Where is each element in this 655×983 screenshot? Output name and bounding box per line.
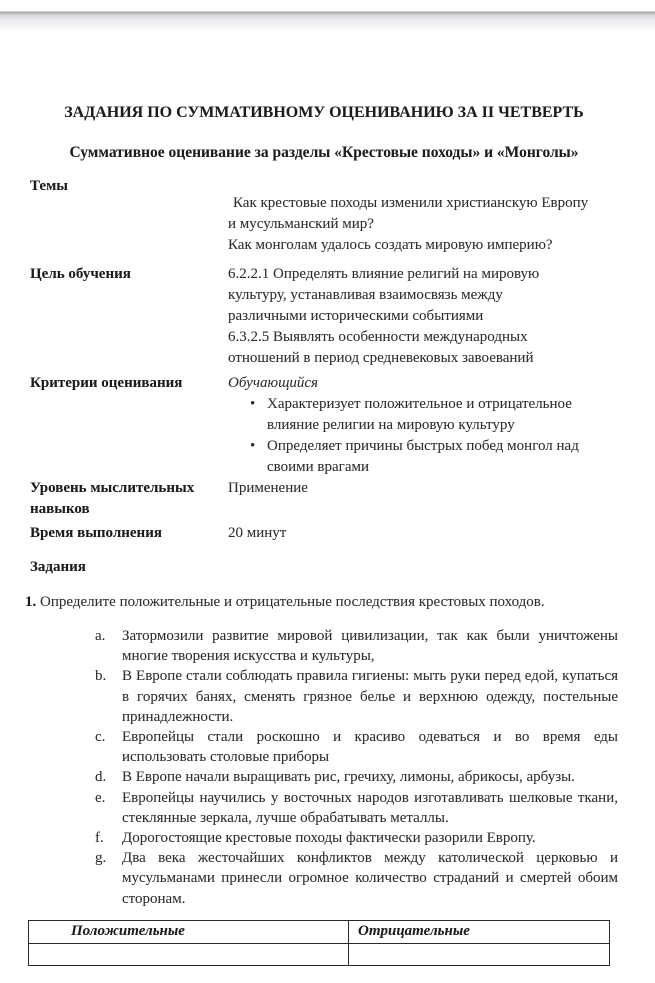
info-row-topics [30,176,618,256]
task-1-number: 1. [25,594,37,610]
criteria-bullet-text: Определяет причины быстрых побед монгол над своими врагами [267,438,579,475]
criteria-bullet-text: Характеризует положительное и отрицательное влияние религии на мировую культуру [267,396,572,433]
answer-table-empty-row [29,943,610,965]
list-item-d [30,767,618,787]
page-title: ЗАДАНИЯ ПО СУММАТИВНОМУ ОЦЕНИВАНИЮ ЗА II ЧЕТВЕРТЬ [64,104,584,121]
criteria-intro: Обучающийся [228,375,319,391]
task-1-options [30,626,618,909]
objective-line: культуру, устанавливая взаимосвязь между [228,287,503,303]
page-subtitle: Суммативное оценивание за разделы «Крестовые походы» и «Монголы» [69,144,579,161]
list-item-text: Два века жесточайших конфликтов между католической церковью и мусульманами принесли огромное количество страданий и смертей обоим сторонам. [122,850,618,907]
answer-table-header-row [29,920,610,943]
list-marker: a. [95,628,106,644]
answer-table-header-positive: Положительные [29,920,349,943]
objective-line: отношений в период средневековых завоеваний [228,350,534,366]
objective-line: 6.3.2.5 Выявлять особенности международных [228,329,528,345]
list-item-a [30,626,618,666]
info-value-criteria [228,373,618,478]
top-toolbar-edge [0,0,655,30]
list-item-text: Затормозили развитие мировой цивилизации, так как были уничтожены многие творения искусства и культуры, [122,628,618,665]
bullet-icon: • [250,396,256,412]
list-item-e [30,788,618,828]
objective-line: различными историческими событиями [228,308,484,324]
answer-table [28,920,610,966]
list-item-text: В Европе стали соблюдать правила гигиены: мыть руки перед едой, купаться в горячих банях, сменять грязное белье и верхнюю одежду, постельные принадлежности. [122,668,618,725]
task-1-statement [25,592,618,612]
criteria-bullet [228,394,618,436]
info-label-skill-level: Уровень мыслительных навыков [30,480,195,517]
info-label-topics: Темы [30,178,69,194]
info-row-objective [30,264,618,369]
list-item-g [30,848,618,909]
list-marker: b. [95,668,107,685]
info-row-skill-level [30,478,618,520]
topic-line: Как крестовые походы изменили христианскую Европу [233,195,589,211]
answer-table-header-negative: Отрицательные [349,920,610,943]
list-item-text: В Европе начали выращивать рис, гречиху, лимоны, абрикосы, арбузы. [122,769,575,786]
tasks-heading: Задания [30,559,86,575]
info-value-objective [228,264,618,369]
info-row-criteria [30,373,618,478]
task-1-text: Определите положительные и отрицательные последствия крестовых походов. [40,594,545,610]
list-item-text: Европейцы стали роскошно и красиво одеваться и во время еды использовать столовые приборы [122,729,618,766]
topic-line: Как монголам удалось создать мировую империю? [228,237,553,253]
list-marker: c. [95,729,106,746]
list-marker: e. [95,789,106,806]
list-marker: f. [95,830,104,847]
criteria-bullet [228,436,618,478]
list-marker: d. [95,769,107,786]
info-label-objective: Цель обучения [30,266,131,282]
objective-line: 6.2.2.1 Определять влияние религий на мировую [228,266,540,282]
answer-cell-negative [349,943,610,965]
list-item-text: Европейцы научились у восточных народов изготавливать шелковые ткани, стеклянные зеркала, лучше обрабатывать металлы. [122,789,618,826]
info-label-criteria: Критерии оценивания [30,375,183,391]
list-marker: g. [95,850,107,867]
info-value-topics [228,193,618,256]
answer-cell-positive [29,943,349,965]
info-row-duration [30,523,618,544]
list-item-text: Дорогостоящие крестовые походы фактически разорили Европу. [122,830,536,847]
bullet-icon: • [250,438,256,454]
info-value-duration: 20 минут [228,525,287,541]
document-page [0,103,655,966]
topic-line: и мусульманский мир? [228,216,374,232]
info-value-skill-level: Применение [228,480,308,496]
info-section [30,176,618,544]
list-item-f [30,828,618,848]
list-item-c [30,727,618,767]
list-item-b [30,666,618,727]
info-label-duration: Время выполнения [30,525,162,541]
